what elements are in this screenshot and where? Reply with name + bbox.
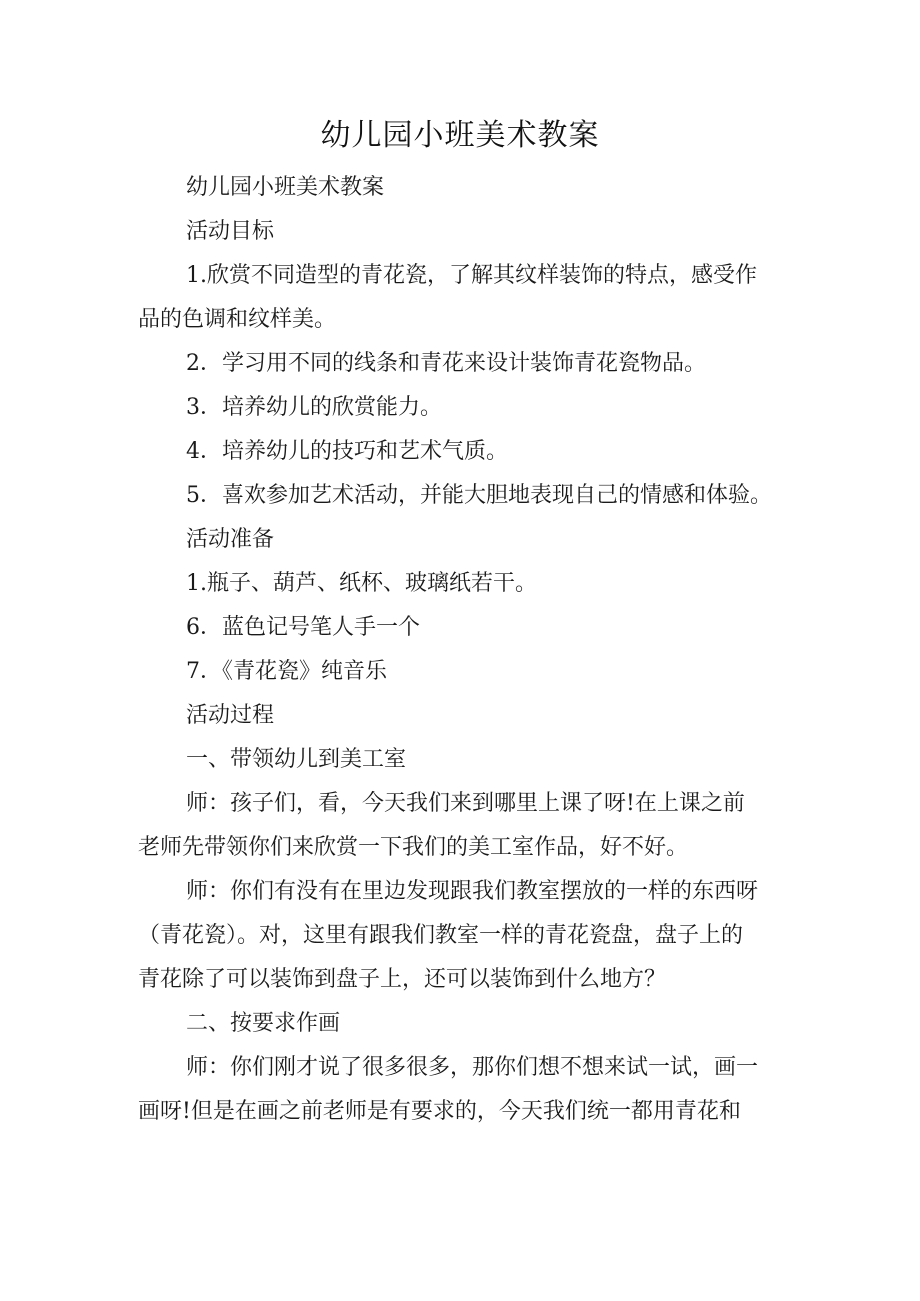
document-title: 幼儿园小班美术教案: [320, 118, 600, 153]
subtitle-line: 幼儿园小班美术教案: [186, 175, 385, 200]
paragraph-line: 师：你们刚才说了很多很多，那你们想不想来试一试，画一: [186, 1055, 759, 1080]
paragraph-line: 师：孩子们，看，今天我们来到哪里上课了呀!在上课之前: [186, 791, 745, 816]
subsection-heading: 一、带领幼儿到美工室: [186, 747, 407, 772]
section-heading-process: 活动过程: [186, 703, 275, 728]
paragraph-line: 老师先带领你们来欣赏一下我们的美工室作品，好不好。: [138, 835, 689, 860]
paragraph-line: 3．培养幼儿的欣赏能力。: [186, 395, 442, 420]
paragraph-line: 6．蓝色记号笔人手一个: [186, 615, 420, 640]
paragraph-line: 1.欣赏不同造型的青花瓷，了解其纹样装饰的特点，感受作: [186, 263, 757, 288]
paragraph-line: （青花瓷）。对，这里有跟我们教室一样的青花瓷盘，盘子上的: [138, 923, 744, 948]
paragraph-line: 4．培养幼儿的技巧和艺术气质。: [186, 439, 508, 464]
subsection-heading: 二、按要求作画: [186, 1011, 341, 1036]
section-heading-preparation: 活动准备: [186, 527, 275, 552]
paragraph-line: 品的色调和纹样美。: [138, 307, 337, 332]
paragraph-line: 5．喜欢参加艺术活动，并能大胆地表现自己的情感和体验。: [186, 483, 772, 508]
paragraph-line: 7．《青花瓷》纯音乐: [186, 659, 387, 684]
paragraph-line: 画呀!但是在画之前老师是有要求的，今天我们统一都用青花和: [138, 1099, 741, 1124]
paragraph-line: 青花除了可以装饰到盘子上，还可以装饰到什么地方？: [138, 967, 667, 992]
section-heading-goals: 活动目标: [186, 219, 275, 244]
paragraph-line: 1.瓶子、葫芦、纸杯、玻璃纸若干。: [186, 571, 537, 596]
paragraph-line: 2．学习用不同的线条和青花来设计装饰青花瓷物品。: [186, 351, 706, 376]
paragraph-line: 师：你们有没有在里边发现跟我们教室摆放的一样的东西呀: [186, 879, 759, 904]
